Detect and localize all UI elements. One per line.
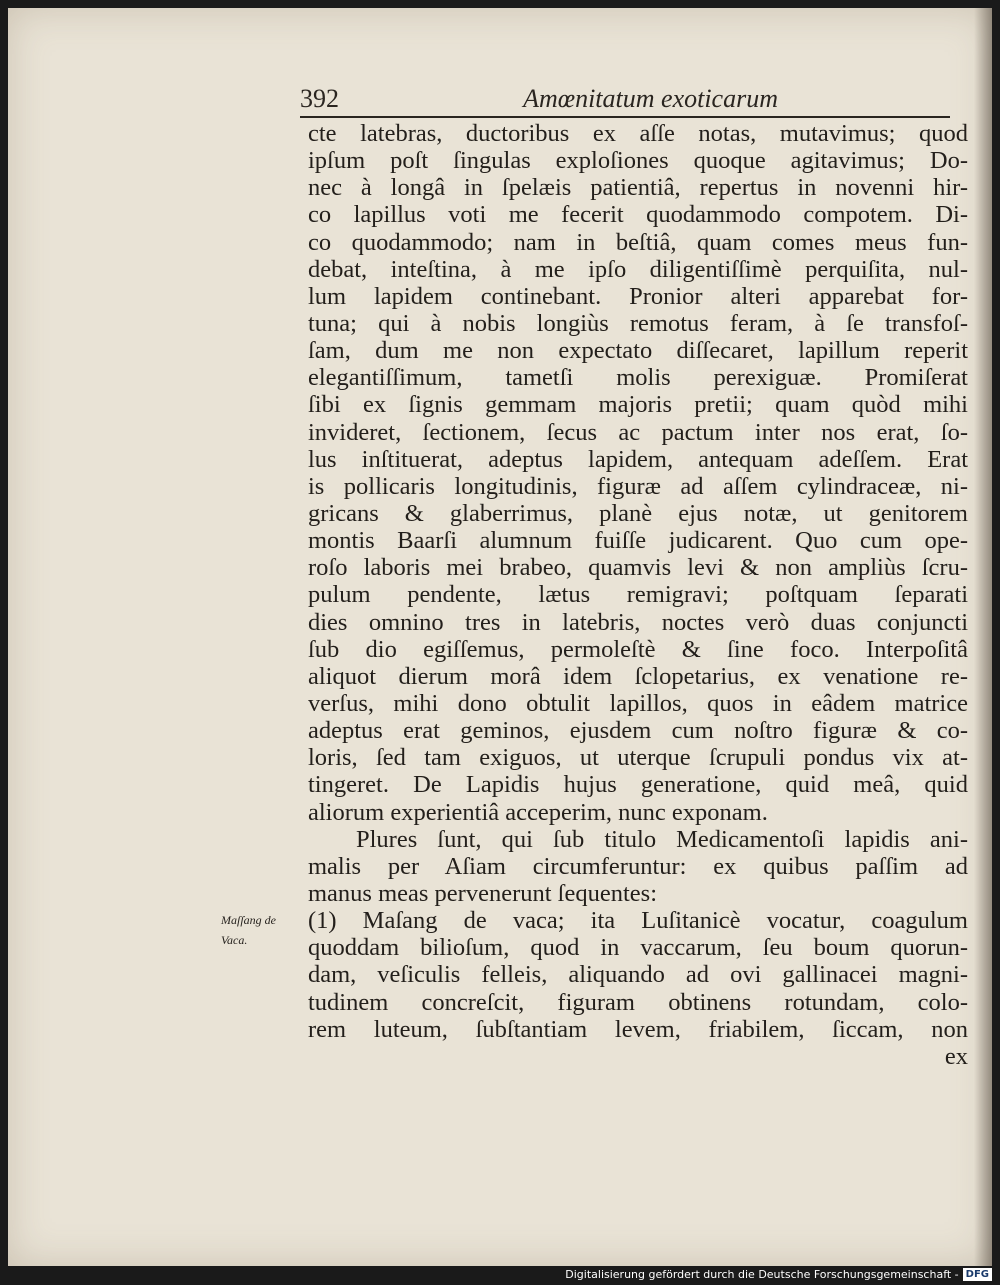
text-line: dam, veſiculis felleis, aliquando ad ovi gallinacei magni-	[308, 961, 968, 989]
page-header	[300, 82, 950, 118]
body-text	[308, 120, 968, 1070]
text-line: malis per Aſiam circumferuntur: ex quibus paſſim ad	[308, 852, 968, 880]
marginal-note	[221, 910, 311, 950]
digitization-footer	[565, 1266, 992, 1283]
text-line: tingeret. De Lapidis hujus generatione, quid meâ, quid	[308, 771, 968, 799]
text-line: lus inſtituerat, adeptus lapidem, antequam adeſſem. Erat	[308, 445, 968, 473]
text-line: nec à longâ in ſpelæis patientiâ, repertus in novenni hir-	[308, 174, 968, 202]
text-line: tudinem concreſcit, figuram obtinens rotundam, colo-	[308, 988, 968, 1016]
marginal-note-line: Vaca.	[221, 933, 248, 947]
text-line: aliquot dierum morâ idem ſclopetarius, ex venatione re-	[308, 662, 968, 690]
text-line: quoddam bilioſum, quod in vaccarum, ſeu boum quorun-	[308, 934, 968, 962]
text-line: ſam, dum me non expectato diſſecaret, lapillum reperit	[308, 337, 968, 365]
text-line: tuna; qui à nobis longiùs remotus feram, à ſe transfoſ-	[308, 309, 968, 337]
catchword: ex	[944, 1042, 968, 1070]
text-line: ſub dio egiſſemus, permoleſtè & ſine foco. Interpoſitâ	[308, 635, 968, 663]
dfg-logo: DFG	[963, 1268, 992, 1281]
text-line: Plures ſunt, qui ſub titulo Medicamentoſi lapidis ani-	[356, 825, 968, 853]
text-line: gricans & glaberrimus, planè ejus notæ, ut genitorem	[308, 499, 968, 527]
text-line: verſus, mihi dono obtulit lapillos, quos in eâdem matrice	[308, 689, 968, 717]
book-page	[8, 8, 992, 1266]
text-line: co lapillus voti me fecerit quodammodo compotem. Di-	[308, 201, 968, 229]
text-line: aliorum experientiâ acceperim, nunc exponam.	[308, 798, 768, 826]
text-line: rem luteum, ſubſtantiam levem, friabilem, ſiccam, non	[308, 1015, 968, 1043]
text-line: lum lapidem continebant. Pronior alteri apparebat for-	[308, 282, 968, 310]
text-line: (1) Maſang de vaca; ita Luſitanicè vocatur, coagulum	[308, 907, 968, 935]
text-line: is pollicaris longitudinis, figuræ ad aſſem cylindraceæ, ni-	[308, 472, 968, 500]
text-line: cte latebras, ductoribus ex aſſe notas, mutavimus; quod	[308, 120, 968, 147]
page-spine-shadow	[974, 8, 992, 1266]
text-line: adeptus erat geminos, ejusdem cum noſtro figuræ & co-	[308, 717, 968, 745]
text-line: dies omnino tres in latebris, noctes verò duas conjuncti	[308, 608, 968, 636]
footer-credit: Digitalisierung gefördert durch die Deutsche Forschungsgemeinschaft -	[565, 1268, 959, 1281]
marginal-note-line: Maſſang de	[221, 913, 276, 927]
text-line: debat, inteſtina, à me ipſo diligentiſſimè perquiſita, nul-	[308, 255, 968, 283]
page-number: 392	[300, 84, 339, 113]
text-line: ſibi ex ſignis gemmam majoris pretii; quam quòd mihi	[308, 391, 968, 419]
text-line: manus meas pervenerunt ſequentes:	[308, 879, 658, 907]
text-line: roſo laboris mei brabeo, quamvis levi & non ampliùs ſcru-	[308, 554, 968, 582]
text-line: pulum pendente, lætus remigravi; poſtquam ſeparati	[308, 581, 968, 609]
text-line: loris, ſed tam exiguos, ut uterque ſcrupuli pondus vix at-	[308, 744, 968, 772]
text-line: elegantiſſimum, tametſi molis perexiguæ. Promiſerat	[308, 364, 968, 392]
running-title: Amœnitatum exoticarum	[523, 84, 778, 113]
text-line: invideret, ſectionem, ſecus ac pactum inter nos erat, ſo-	[308, 418, 968, 446]
text-line: montis Baarſi alumnum fuiſſe judicarent. Quo cum ope-	[308, 527, 968, 555]
text-line: ipſum poſt ſingulas exploſiones quoque agitavimus; Do-	[308, 147, 968, 175]
text-line: co quodammodo; nam in beſtiâ, quam comes meus fun-	[308, 228, 968, 256]
